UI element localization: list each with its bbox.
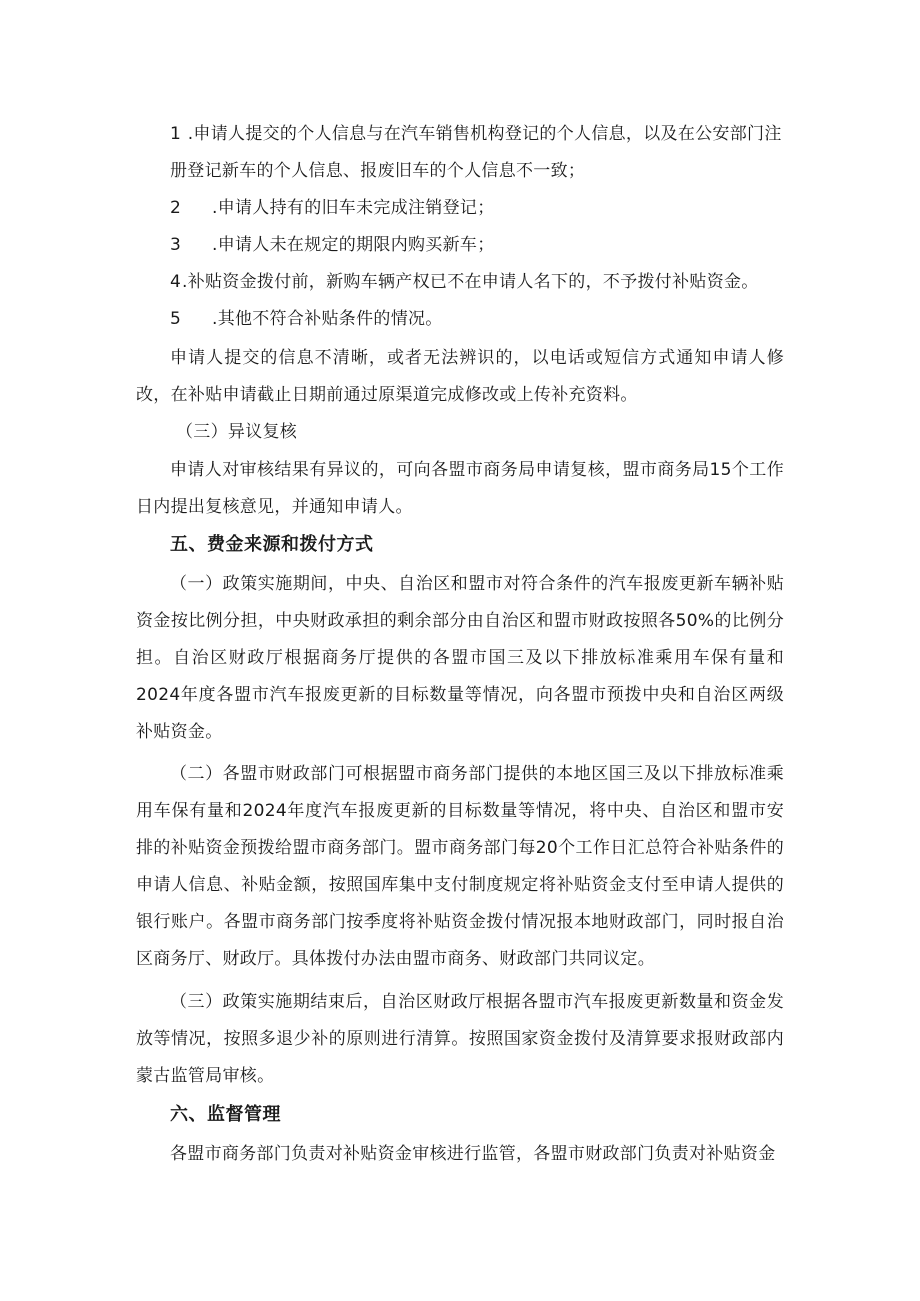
list-text: .申请人持有的旧车未完成注销登记； — [212, 198, 495, 218]
list-text: .其他不符合补贴条件的情况。 — [212, 309, 443, 329]
list-item-2 — [136, 190, 784, 227]
list-number: 5 — [170, 309, 182, 329]
paragraph-6: 各盟市商务部门负责对补贴资金审核进行监管，各盟市财政部门负责对补贴资金 — [170, 1144, 776, 1164]
list-text: .申请人提交的个人信息与在汽车销售机构登记的个人信息，以及在公安部门注册登记新车的个人信息、报废旧车的个人信息不一致； — [170, 124, 782, 181]
list-item-5 — [136, 301, 784, 338]
list-text: .补贴资金拨付前，新购车辆产权已不在申请人名下的，不予拨付补贴资金。 — [182, 272, 759, 292]
list-text: .申请人未在规定的期限内购买新车； — [212, 235, 495, 255]
paragraph-unclear-info: 申请人提交的信息不清晰，或者无法辨识的，以电话或短信方式通知申请人修改，在补贴申请截止日期前通过原渠道完成修改或上传补充资料。 — [136, 348, 784, 405]
paragraph-5-3: （三）政策实施期结束后，自治区财政厅根据各盟市汽车报废更新数量和资金发放等情况，按照多退少补的原则进行清算。按照国家资金拨付及清算要求报财政部内蒙古监管局审核。 — [136, 992, 784, 1086]
section-heading-5: 五、费金来源和拨付方式 — [170, 534, 374, 555]
paragraph-5-2: （二）各盟市财政部门可根据盟市商务部门提供的本地区国三及以下排放标准乘用车保有量和2024年度汽车报废更新的目标数量等情况，将中央、自治区和盟市安排的补贴资金预拨给盟市商务部门。盟市商务部门每20个工作日汇总符合补贴条件的申请人信息、补贴金额，按照国库集中支付制度规定将补贴资金支付至申请人提供的银行账户。各盟市商务部门按季度将补贴资金拨付情况报本地财政部门，同时报自治区商务厅、财政厅。具体拨付办法由盟市商务、财政部门共同议定。 — [136, 764, 784, 969]
list-item-3 — [136, 227, 784, 264]
paragraph-objection-review: 申请人对审核结果有异议的，可向各盟市商务局申请复核，盟市商务局15个工作日内提出复核意见，并通知申请人。 — [136, 460, 784, 517]
list-item-1 — [136, 116, 784, 190]
paragraph-5-1: （一）政策实施期间，中央、自治区和盟市对符合条件的汽车报废更新车辆补贴资金按比例分担，中央财政承担的剩余部分由自治区和盟市财政按照各50%的比例分担。自治区财政厅根据商务厅提供的各盟市国三及以下排放标准乘用车保有量和2024年度各盟市汽车报废更新的目标数量等情况，向各盟市预拨中央和自治区两级补贴资金。 — [136, 574, 784, 742]
sub-heading-objection-review: （三）异议复核 — [176, 422, 298, 442]
section-heading-6: 六、监督管理 — [170, 1104, 281, 1125]
list-number: 4 — [170, 272, 182, 292]
list-item-4 — [136, 264, 784, 301]
list-number: 1 — [170, 124, 182, 144]
list-number: 3 — [170, 235, 182, 255]
list-number: 2 — [170, 198, 182, 218]
